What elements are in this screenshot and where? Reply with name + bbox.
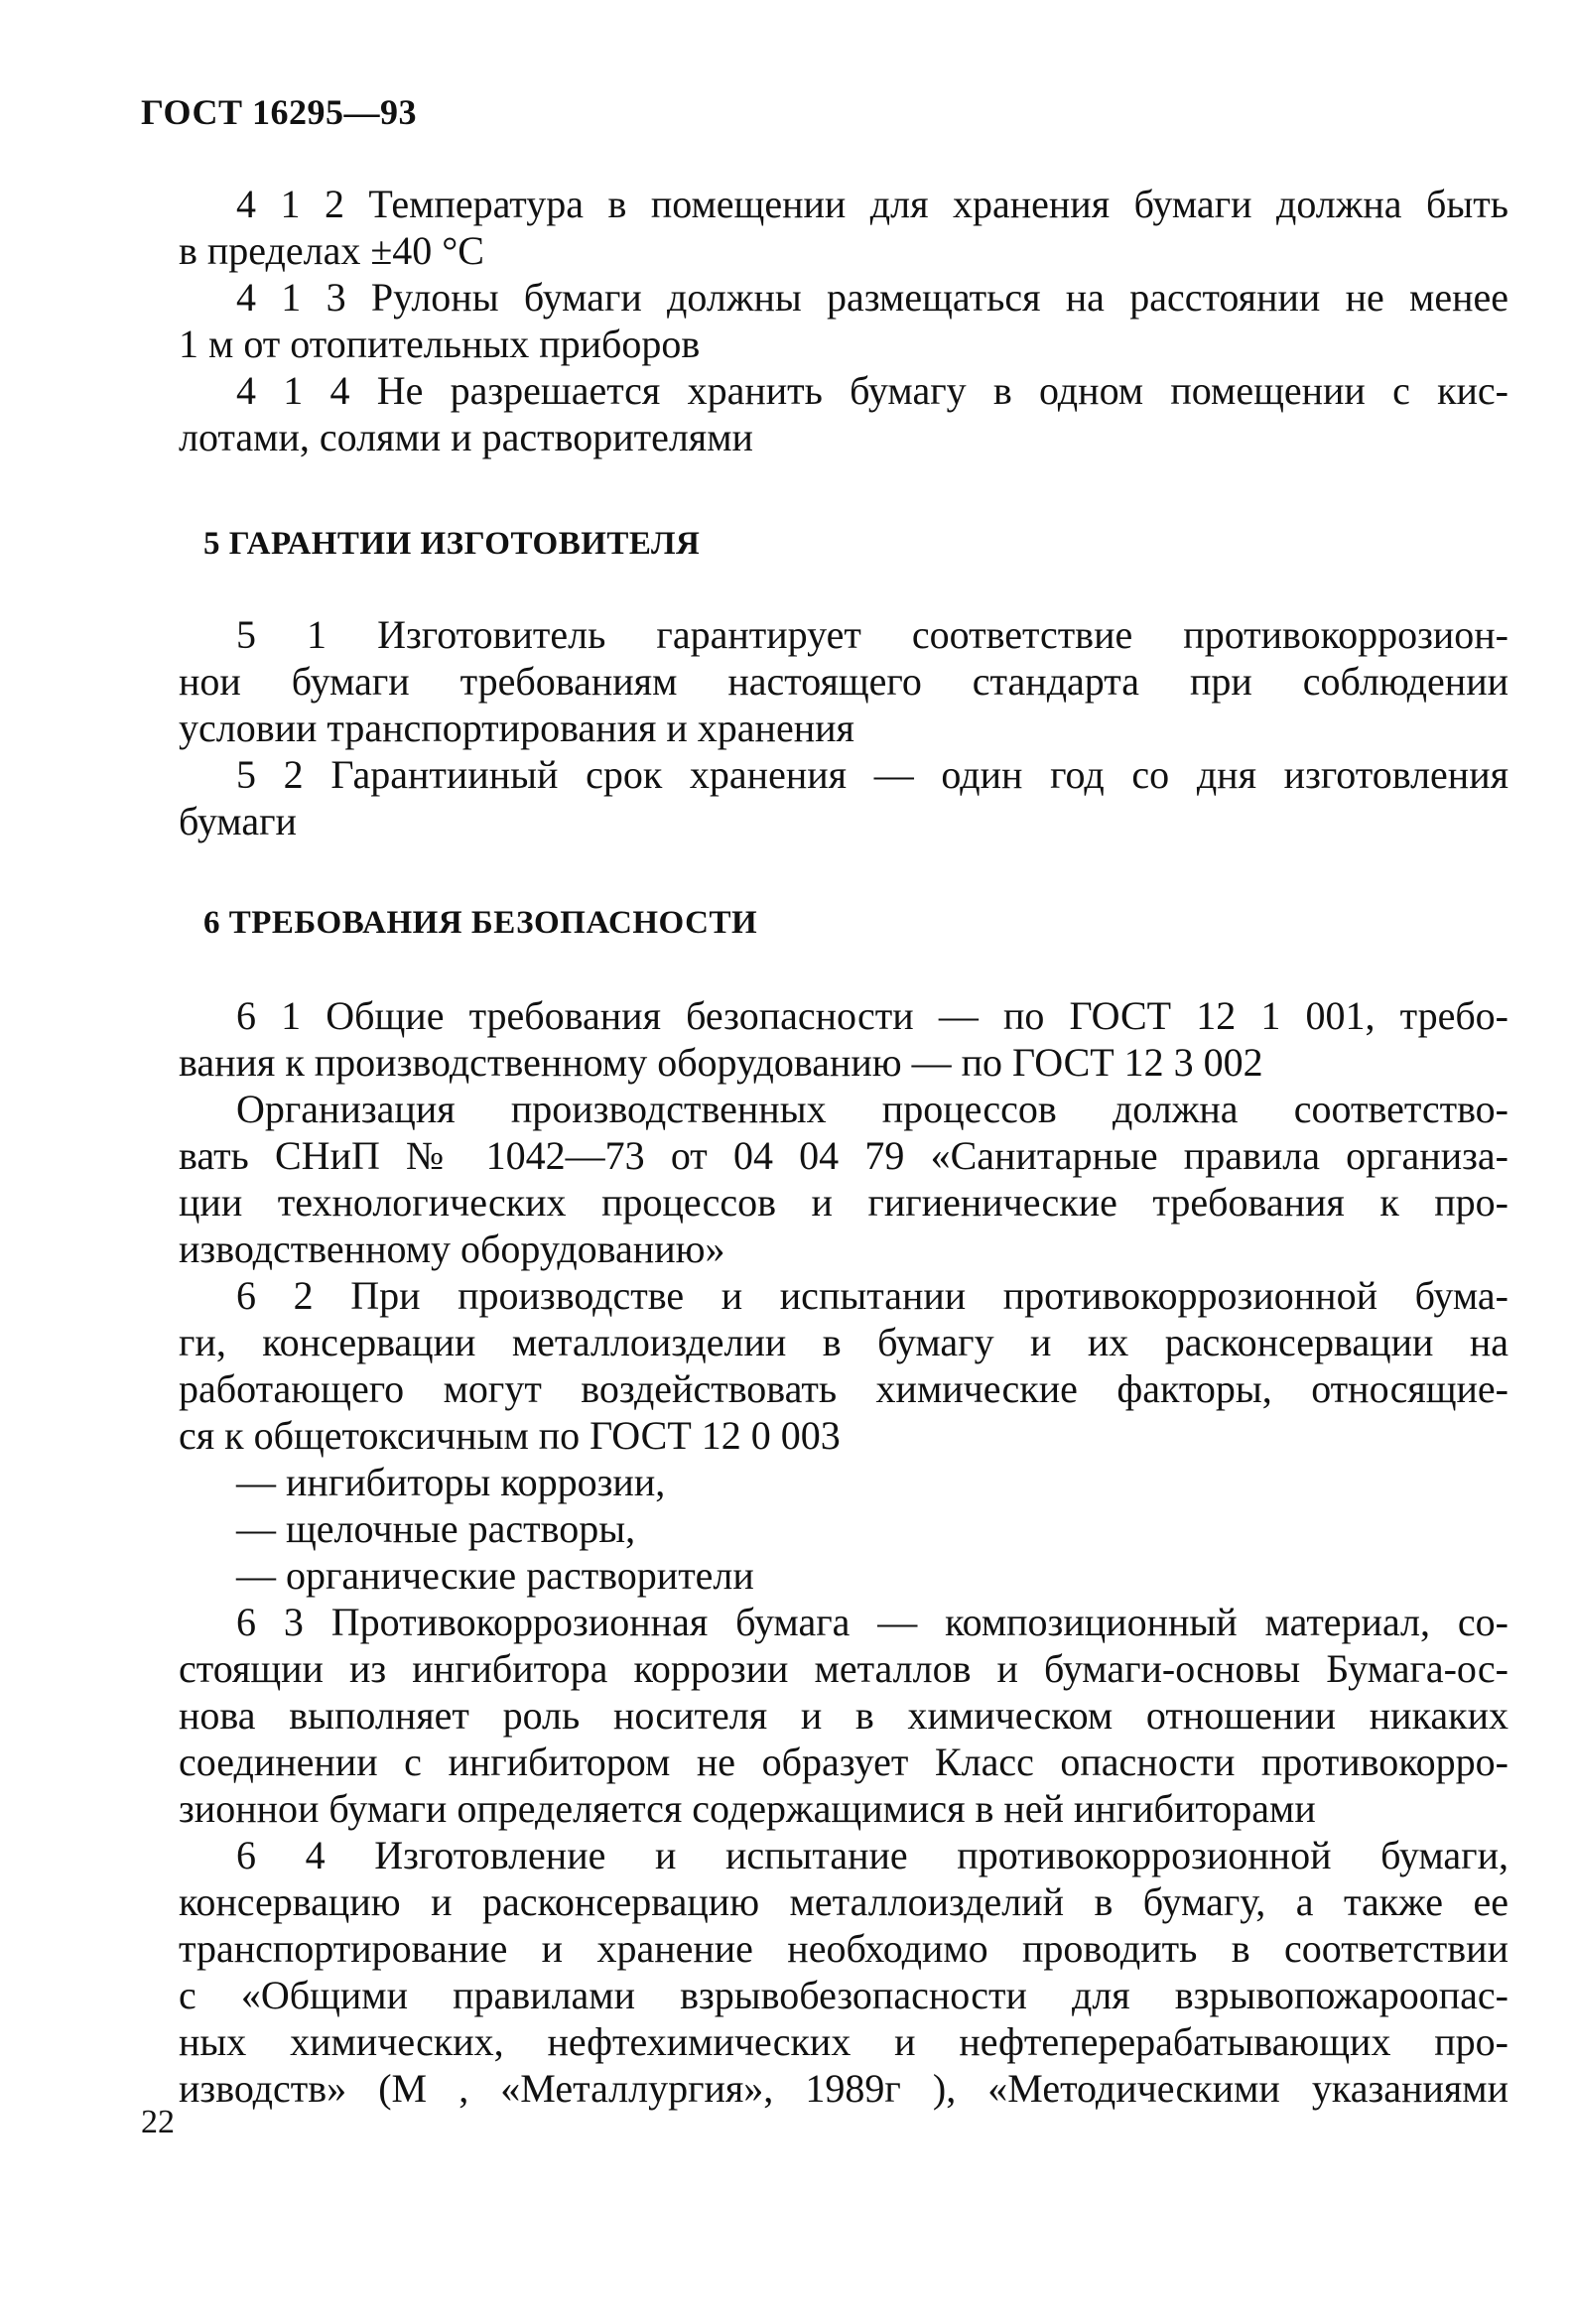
text-line: 4 1 4 Не разрешается хранить бумагу в одном помещении с кис- xyxy=(236,368,1508,413)
storage-paragraphs xyxy=(179,181,1508,460)
text-line: 6 3 Противокоррозионная бумага — композиционный материал, со- xyxy=(236,1600,1508,1644)
text-line: ся к общетоксичным по ГОСТ 12 0 003 xyxy=(179,1413,841,1458)
page-number: 22 xyxy=(141,2104,175,2140)
text-line: вать СНиП № 1042—73 от 04 04 79 «Санитарные правила организа- xyxy=(179,1133,1508,1178)
text-line: транспортирование и хранение необходимо проводить в соответствии xyxy=(179,1926,1508,1971)
text-line: соединении с ингибитором не образует Класс опасности противокорро- xyxy=(179,1740,1508,1784)
text-line: изводств» (М , «Металлургия», 1989г ), «Методическими указаниями xyxy=(179,2066,1508,2111)
list-item: — щелочные растворы, xyxy=(236,1506,636,1551)
text-line: ги, консервации металлоизделии в бумагу и их расконсервации на xyxy=(179,1320,1508,1364)
text-line: изводственному оборудованию» xyxy=(179,1227,725,1271)
text-line: работающего могут воздействовать химические факторы, относящие- xyxy=(179,1366,1508,1411)
text-line: 4 1 3 Рулоны бумаги должны размещаться на расстоянии не менее xyxy=(236,275,1508,320)
text-line: 4 1 2 Температура в помещении для хранения бумаги должна быть xyxy=(236,182,1508,226)
text-line: 6 4 Изготовление и испытание противокоррозионной бумаги, xyxy=(236,1833,1508,1877)
text-line: стоящии из ингибитора коррозии металлов и бумаги-основы Бумага-ос- xyxy=(179,1646,1508,1691)
text-line: в пределах ±40 °С xyxy=(179,228,484,273)
list-item: — органические растворители xyxy=(236,1553,754,1598)
text-line: нои бумаги требованиям настоящего стандарта при соблюдении xyxy=(179,659,1508,704)
text-line: Организация производственных процессов должна соответство- xyxy=(236,1087,1508,1131)
safety-paragraphs xyxy=(179,992,1508,2112)
warranty-paragraphs xyxy=(179,611,1508,844)
list-item: — ингибиторы коррозии, xyxy=(236,1460,666,1504)
text-line: 1 м от отопительных приборов xyxy=(179,322,701,366)
text-line: лотами, солями и растворителями xyxy=(179,415,753,459)
text-line: ции технологических процессов и гигиенические требования к про- xyxy=(179,1180,1508,1225)
section-title-safety: 6 ТРЕБОВАНИЯ БЕЗОПАСНОСТИ xyxy=(203,905,758,941)
text-line: 6 2 При производстве и испытании противокоррозионной бума- xyxy=(236,1273,1508,1318)
text-line: ных химических, нефтехимических и нефтеперерабатывающих про- xyxy=(179,2019,1508,2064)
section-title-warranty: 5 ГАРАНТИИ ИЗГОТОВИТЕЛЯ xyxy=(203,526,701,562)
text-line: зионнои бумаги определяется содержащимися в ней ингибиторами xyxy=(179,1786,1316,1831)
text-line: 6 1 Общие требования безопасности — по ГОСТ 12 1 001, требо- xyxy=(236,993,1508,1038)
text-line: нова выполняет роль носителя и в химическом отношении никаких xyxy=(179,1693,1508,1738)
text-line: бумаги xyxy=(179,799,297,843)
text-line: условии транспортирования и хранения xyxy=(179,706,854,750)
text-line: вания к производственному оборудованию — по ГОСТ 12 3 002 xyxy=(179,1040,1263,1085)
text-line: 5 2 Гарантииный срок хранения — один год со дня изготовления xyxy=(236,752,1508,797)
document-header: ГОСТ 16295—93 xyxy=(141,92,417,132)
text-line: консервацию и расконсервацию металлоизделий в бумагу, а также ее xyxy=(179,1879,1508,1924)
text-line: 5 1 Изготовитель гарантирует соответствие противокоррозион- xyxy=(236,612,1508,657)
text-line: с «Общими правилами взрывобезопасности для взрывопожароопас- xyxy=(179,1973,1508,2017)
